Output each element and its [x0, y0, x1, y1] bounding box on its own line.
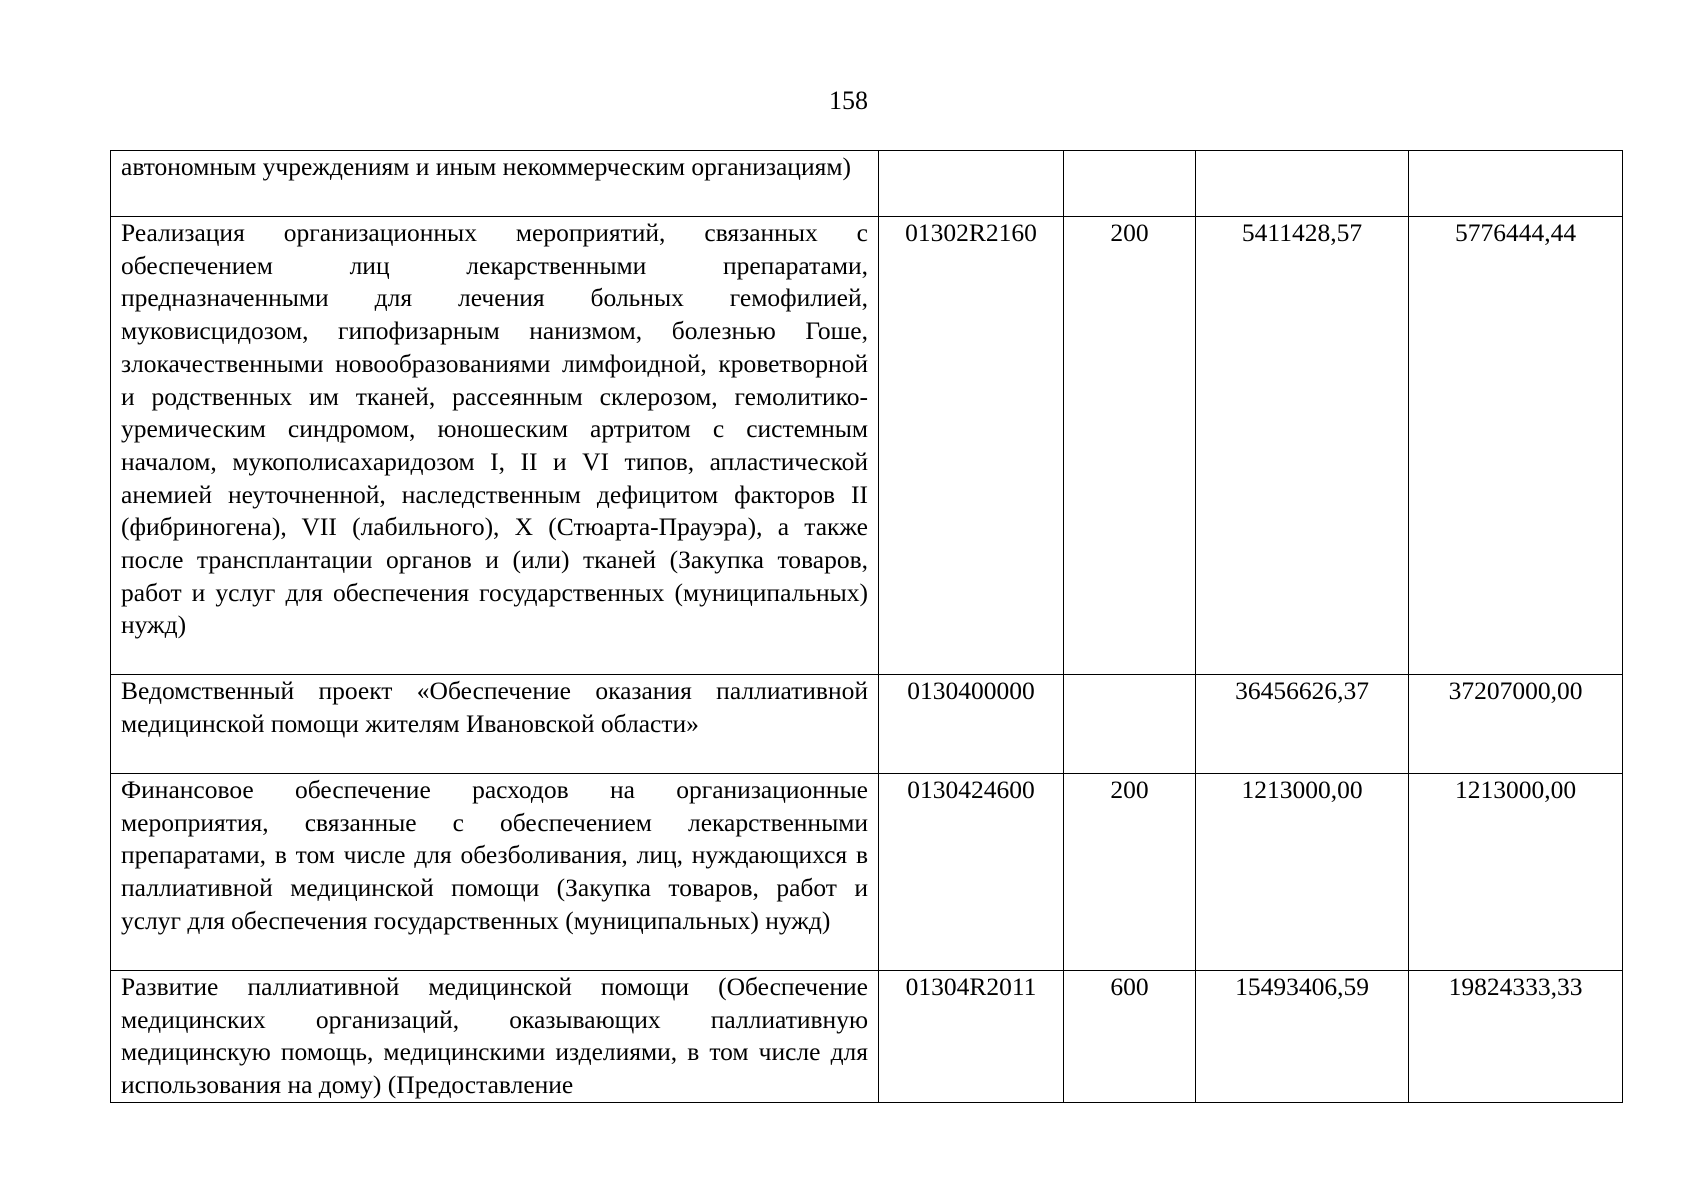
table-row [111, 971, 1623, 1103]
row-target-code [879, 151, 1064, 217]
row-sum-second: 1213000,00 [1409, 774, 1623, 971]
table-row [111, 217, 1623, 675]
row-expense-kind: 600 [1064, 971, 1196, 1103]
table-row [111, 151, 1623, 217]
row-sum-second: 19824333,33 [1409, 971, 1623, 1103]
row-sum-second: 37207000,00 [1409, 675, 1623, 774]
row-expense-kind [1064, 675, 1196, 774]
row-description: автономным учреждениям и иным некоммерческим организациям) [111, 151, 879, 217]
row-sum-first: 15493406,59 [1196, 971, 1409, 1103]
row-description: Финансовое обеспечение расходов на организационные мероприятия, связанные с обеспечением лекарственными препаратами, в том числе для обезболивания, лиц, нуждающихся в паллиативной медицинской помощи (Закупка товаров, работ и услуг для обеспечения государственных (муниципальных) нужд) [111, 774, 879, 971]
row-expense-kind: 200 [1064, 217, 1196, 675]
page-number: 158 [829, 86, 868, 115]
row-expense-kind: 200 [1064, 774, 1196, 971]
row-sum-second [1409, 151, 1623, 217]
row-description: Реализация организационных мероприятий, связанных с обеспечением лиц лекарственными препаратами, предназначенными для лечения больных гемофилией, муковисцидозом, гипофизарным нанизмом, болезнью Гоше, злокачественными новообразованиями лимфоидной, кроветворной и родственных им тканей, рассеянным склерозом, гемолитико-уремическим синдромом, юношеским артритом с системным началом, мукополисахаридозом I, II и VI типов, апластической анемией неуточненной, наследственным дефицитом факторов II (фибриногена), VII (лабильного), X (Стюарта-Прауэра), а также после трансплантации органов и (или) тканей (Закупка товаров, работ и услуг для обеспечения государственных (муниципальных) нужд) [111, 217, 879, 675]
table-row [111, 675, 1623, 774]
row-expense-kind [1064, 151, 1196, 217]
row-description: Ведомственный проект «Обеспечение оказания паллиативной медицинской помощи жителям Ивановской области» [111, 675, 879, 774]
row-target-code: 0130424600 [879, 774, 1064, 971]
row-target-code: 0130400000 [879, 675, 1064, 774]
budget-table [110, 150, 1623, 1103]
table-row [111, 774, 1623, 971]
row-target-code: 01302R2160 [879, 217, 1064, 675]
row-sum-first [1196, 151, 1409, 217]
row-target-code: 01304R2011 [879, 971, 1064, 1103]
row-description: Развитие паллиативной медицинской помощи (Обеспечение медицинских организаций, оказывающих паллиативную медицинскую помощь, медицинскими изделиями, в том числе для использования на дому) (Предоставление [111, 971, 879, 1103]
row-sum-first: 1213000,00 [1196, 774, 1409, 971]
row-sum-first: 36456626,37 [1196, 675, 1409, 774]
row-sum-second: 5776444,44 [1409, 217, 1623, 675]
row-sum-first: 5411428,57 [1196, 217, 1409, 675]
